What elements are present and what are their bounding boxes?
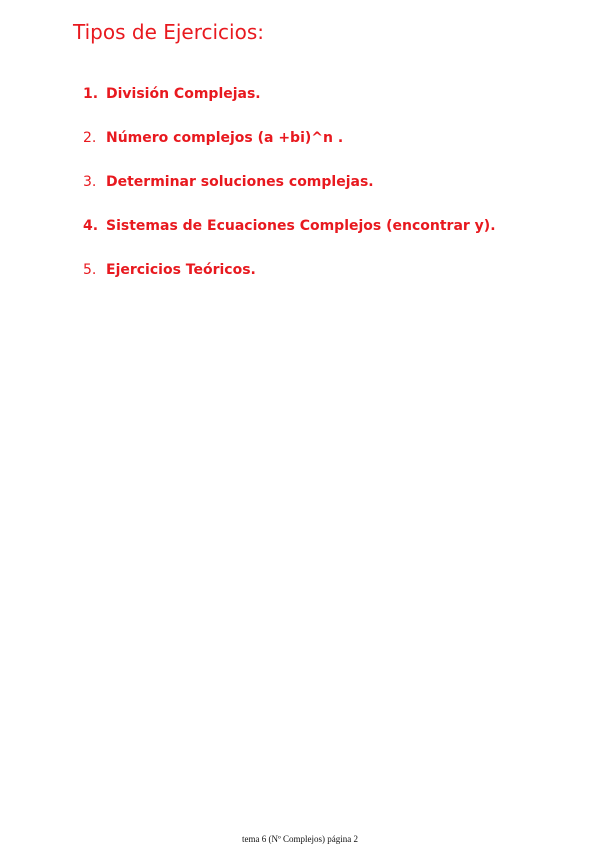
list-item-text: División Complejas.	[106, 86, 261, 102]
list-item-number: 5.	[83, 262, 97, 278]
list-item-text: Sistemas de Ecuaciones Complejos (encontrar y).	[106, 218, 496, 234]
list-item-text: Número complejos (a +bi)^n .	[106, 130, 344, 146]
list-item-text: Ejercicios Teóricos.	[106, 262, 256, 278]
list-item	[83, 174, 496, 218]
exercise-types-list	[83, 86, 496, 306]
list-item-number: 2.	[83, 130, 97, 146]
page-title: Tipos de Ejercicios:	[73, 20, 265, 44]
list-item	[83, 130, 496, 174]
list-item	[83, 218, 496, 262]
list-item	[83, 86, 496, 130]
list-item	[83, 262, 496, 306]
page-footer: tema 6 (Nº Complejos) página 2	[241, 834, 358, 844]
list-item-number: 4.	[83, 218, 99, 234]
list-item-text: Determinar soluciones complejas.	[106, 174, 374, 190]
list-item-number: 1.	[83, 86, 99, 102]
list-item-number: 3.	[83, 174, 97, 190]
